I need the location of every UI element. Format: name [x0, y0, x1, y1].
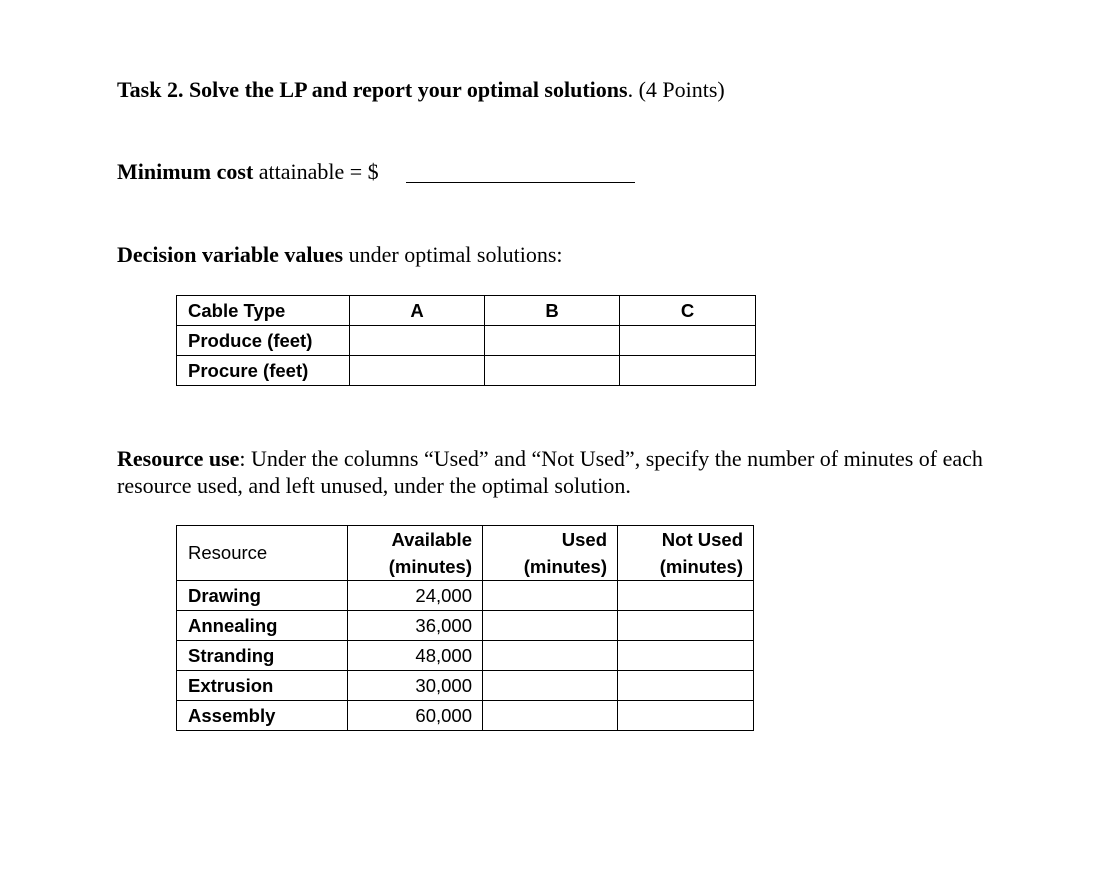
resource-table [176, 525, 754, 731]
header-available-line2: (minutes) [388, 556, 472, 577]
task-title-bold: Task 2. Solve the LP and report your optimal solutions [117, 77, 628, 102]
row-label-produce: Produce (feet) [177, 326, 350, 356]
decision-variable-table [176, 295, 756, 386]
header-used-line2: (minutes) [523, 556, 607, 577]
decision-heading [117, 241, 563, 268]
produce-b-cell[interactable] [485, 326, 620, 356]
available-extrusion: 30,000 [348, 671, 483, 701]
resource-row-drawing [177, 581, 754, 611]
resource-use-bold: Resource use [117, 446, 240, 471]
header-not-used-line2: (minutes) [659, 556, 743, 577]
not-used-extrusion-cell[interactable] [618, 671, 754, 701]
used-extrusion-cell[interactable] [483, 671, 618, 701]
decision-table-row-procure [177, 356, 756, 386]
min-cost-label [117, 158, 379, 185]
header-not-used [618, 526, 754, 581]
header-available-line1: Available [391, 529, 472, 550]
header-used-line1: Used [561, 529, 607, 550]
header-cable-c: C [620, 296, 756, 326]
header-cable-a: A [350, 296, 485, 326]
not-used-stranding-cell[interactable] [618, 641, 754, 671]
min-cost-label-rest: attainable = $ [253, 159, 379, 184]
procure-c-cell[interactable] [620, 356, 756, 386]
available-drawing: 24,000 [348, 581, 483, 611]
resource-row-annealing [177, 611, 754, 641]
header-available [348, 526, 483, 581]
decision-table-row-produce [177, 326, 756, 356]
header-cable-type: Cable Type [177, 296, 350, 326]
header-resource: Resource [177, 526, 348, 581]
resource-row-assembly [177, 701, 754, 731]
min-cost-label-bold: Minimum cost [117, 159, 254, 184]
header-used [483, 526, 618, 581]
header-cable-b: B [485, 296, 620, 326]
used-drawing-cell[interactable] [483, 581, 618, 611]
resource-name-drawing: Drawing [177, 581, 348, 611]
used-stranding-cell[interactable] [483, 641, 618, 671]
available-assembly: 60,000 [348, 701, 483, 731]
procure-b-cell[interactable] [485, 356, 620, 386]
resource-table-header-row [177, 526, 754, 581]
resource-use-text: : Under the columns “Used” and “Not Used”, specify the number of minutes of each resource used, and left unused, under the optimal solution. [117, 446, 983, 498]
header-not-used-line1: Not Used [661, 529, 743, 550]
decision-heading-bold: Decision variable values [117, 242, 344, 267]
resource-row-extrusion [177, 671, 754, 701]
produce-c-cell[interactable] [620, 326, 756, 356]
available-stranding: 48,000 [348, 641, 483, 671]
procure-a-cell[interactable] [350, 356, 485, 386]
resource-name-assembly: Assembly [177, 701, 348, 731]
resource-name-annealing: Annealing [177, 611, 348, 641]
resource-use-paragraph [117, 445, 1027, 499]
not-used-annealing-cell[interactable] [618, 611, 754, 641]
task-title-points: . (4 Points) [627, 77, 725, 102]
task-title [117, 76, 725, 103]
used-assembly-cell[interactable] [483, 701, 618, 731]
available-annealing: 36,000 [348, 611, 483, 641]
min-cost-answer-blank[interactable] [406, 182, 635, 183]
resource-name-stranding: Stranding [177, 641, 348, 671]
not-used-drawing-cell[interactable] [618, 581, 754, 611]
decision-heading-rest: under optimal solutions: [343, 242, 563, 267]
produce-a-cell[interactable] [350, 326, 485, 356]
resource-row-stranding [177, 641, 754, 671]
not-used-assembly-cell[interactable] [618, 701, 754, 731]
decision-table-header-row [177, 296, 756, 326]
used-annealing-cell[interactable] [483, 611, 618, 641]
row-label-procure: Procure (feet) [177, 356, 350, 386]
resource-name-extrusion: Extrusion [177, 671, 348, 701]
